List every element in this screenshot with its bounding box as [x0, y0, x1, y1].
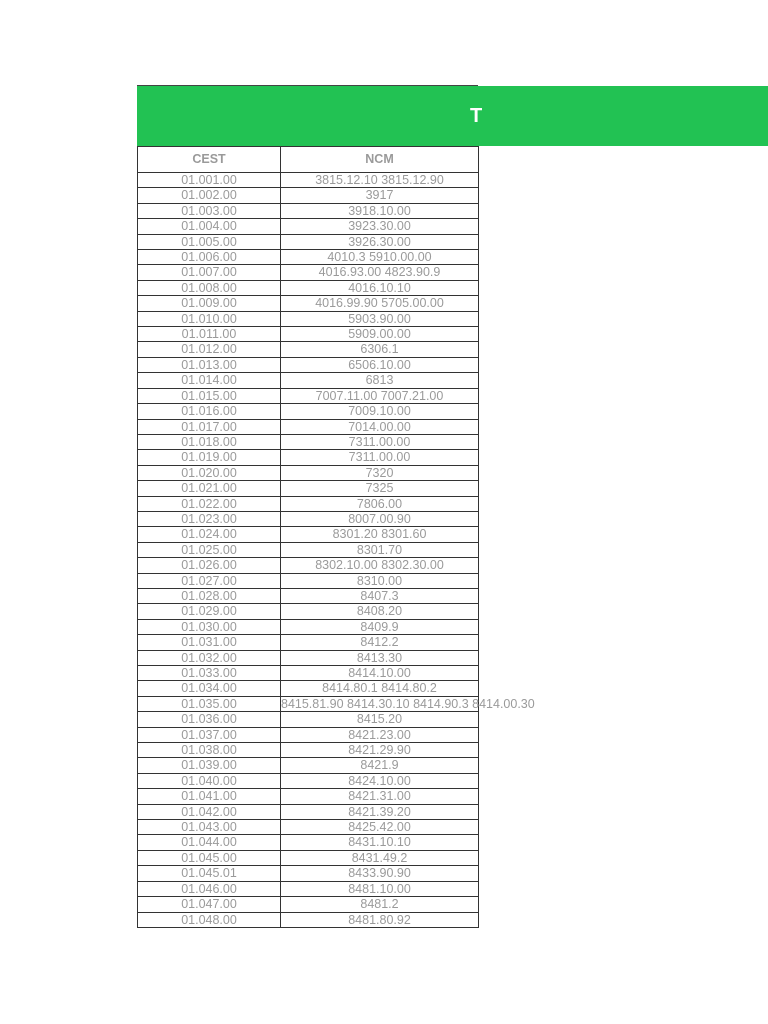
table-row	[138, 265, 479, 280]
cest-cell: 01.037.00	[138, 727, 281, 742]
table-row	[138, 681, 479, 696]
cest-cell: 01.028.00	[138, 588, 281, 603]
table-row	[138, 188, 479, 203]
ncm-cell: 4016.10.10	[281, 280, 479, 295]
ncm-cell: 8310.00	[281, 573, 479, 588]
cest-cell: 01.022.00	[138, 496, 281, 511]
ncm-cell: 7320	[281, 465, 479, 480]
cest-cell: 01.008.00	[138, 280, 281, 295]
ncm-cell: 8409.9	[281, 619, 479, 634]
ncm-cell: 8414.80.1 8414.80.2	[281, 681, 479, 696]
ncm-cell: 5909.00.00	[281, 327, 479, 342]
ncm-cell: 4010.3 5910.00.00	[281, 250, 479, 265]
ncm-cell: 3918.10.00	[281, 203, 479, 218]
table-row	[138, 203, 479, 218]
table-row	[138, 173, 479, 188]
ncm-cell: 3815.12.10 3815.12.90	[281, 173, 479, 188]
ncm-cell: 8481.80.92	[281, 912, 479, 927]
cest-cell: 01.011.00	[138, 327, 281, 342]
cest-cell: 01.030.00	[138, 619, 281, 634]
cest-cell: 01.002.00	[138, 188, 281, 203]
cest-cell: 01.043.00	[138, 820, 281, 835]
ncm-cell: 7325	[281, 481, 479, 496]
cest-cell: 01.040.00	[138, 773, 281, 788]
cest-cell: 01.033.00	[138, 666, 281, 681]
ncm-cell: 8431.10.10	[281, 835, 479, 850]
ncm-cell: 8415.20	[281, 712, 479, 727]
cest-cell: 01.045.00	[138, 850, 281, 865]
ncm-cell: 8421.23.00	[281, 727, 479, 742]
table-row	[138, 758, 479, 773]
ncm-cell: 8481.10.00	[281, 881, 479, 896]
cest-cell: 01.016.00	[138, 404, 281, 419]
ncm-cell: 6306.1	[281, 342, 479, 357]
banner-title: T	[470, 105, 483, 127]
table-row	[138, 296, 479, 311]
cest-cell: 01.029.00	[138, 604, 281, 619]
table-row	[138, 866, 479, 881]
cest-cell: 01.019.00	[138, 450, 281, 465]
column-header-ncm: NCM	[281, 147, 479, 173]
table-row	[138, 635, 479, 650]
ncm-cell: 8414.10.00	[281, 666, 479, 681]
cest-cell: 01.036.00	[138, 712, 281, 727]
table-row	[138, 465, 479, 480]
cest-cell: 01.039.00	[138, 758, 281, 773]
table-header-row	[138, 147, 479, 173]
ncm-cell: 7009.10.00	[281, 404, 479, 419]
cest-cell: 01.024.00	[138, 527, 281, 542]
cest-cell: 01.044.00	[138, 835, 281, 850]
cest-cell: 01.012.00	[138, 342, 281, 357]
cest-cell: 01.045.01	[138, 866, 281, 881]
cest-cell: 01.046.00	[138, 881, 281, 896]
ncm-cell: 8413.30	[281, 650, 479, 665]
table-row	[138, 419, 479, 434]
table-row	[138, 219, 479, 234]
table-row	[138, 404, 479, 419]
table-row	[138, 727, 479, 742]
table-row	[138, 558, 479, 573]
ncm-cell: 8007.00.90	[281, 511, 479, 526]
ncm-cell: 3926.30.00	[281, 234, 479, 249]
table-row	[138, 573, 479, 588]
cest-cell: 01.041.00	[138, 789, 281, 804]
ncm-cell: 4016.93.00 4823.90.9	[281, 265, 479, 280]
table-row	[138, 250, 479, 265]
table-row	[138, 881, 479, 896]
table-row	[138, 696, 479, 711]
ncm-cell: 8431.49.2	[281, 850, 479, 865]
table-row	[138, 511, 479, 526]
table-row	[138, 496, 479, 511]
cest-cell: 01.031.00	[138, 635, 281, 650]
cest-cell: 01.001.00	[138, 173, 281, 188]
cest-ncm-table	[137, 146, 535, 928]
cest-cell: 01.018.00	[138, 434, 281, 449]
cest-cell: 01.010.00	[138, 311, 281, 326]
ncm-cell: 3923.30.00	[281, 219, 479, 234]
cest-cell: 01.035.00	[138, 696, 281, 711]
cest-cell: 01.025.00	[138, 542, 281, 557]
cest-cell: 01.034.00	[138, 681, 281, 696]
ncm-cell: 4016.99.90 5705.00.00	[281, 296, 479, 311]
table-row	[138, 373, 479, 388]
ncm-cell: 7007.11.00 7007.21.00	[281, 388, 479, 403]
cest-cell: 01.005.00	[138, 234, 281, 249]
table-row	[138, 897, 479, 912]
ncm-cell: 8421.39.20	[281, 804, 479, 819]
table-row	[138, 527, 479, 542]
table-row	[138, 588, 479, 603]
table-row	[138, 912, 479, 927]
cest-cell: 01.007.00	[138, 265, 281, 280]
table-row	[138, 327, 479, 342]
table-row	[138, 835, 479, 850]
cest-cell: 01.020.00	[138, 465, 281, 480]
table-row	[138, 434, 479, 449]
table-row	[138, 850, 479, 865]
table-row	[138, 820, 479, 835]
cest-cell: 01.047.00	[138, 897, 281, 912]
table-row	[138, 666, 479, 681]
ncm-cell: 6506.10.00	[281, 357, 479, 372]
table-body	[138, 173, 535, 928]
table-row	[138, 342, 479, 357]
cest-cell: 01.042.00	[138, 804, 281, 819]
table-row	[138, 804, 479, 819]
cest-cell: 01.014.00	[138, 373, 281, 388]
cest-cell: 01.003.00	[138, 203, 281, 218]
table-row	[138, 773, 479, 788]
cest-cell: 01.048.00	[138, 912, 281, 927]
ncm-cell: 8412.2	[281, 635, 479, 650]
ncm-cell: 8408.20	[281, 604, 479, 619]
ncm-cell: 5903.90.00	[281, 311, 479, 326]
table-row	[138, 604, 479, 619]
table-row	[138, 311, 479, 326]
table-row	[138, 542, 479, 557]
ncm-cell: 7311.00.00	[281, 434, 479, 449]
table-row	[138, 481, 479, 496]
cest-cell: 01.004.00	[138, 219, 281, 234]
table-row	[138, 357, 479, 372]
table-row	[138, 712, 479, 727]
column-header-cest: CEST	[138, 147, 281, 173]
cest-cell: 01.027.00	[138, 573, 281, 588]
ncm-cell: 8421.29.90	[281, 743, 479, 758]
ncm-cell: 8415.81.90 8414.30.10 8414.90.3 8414.00.30	[281, 696, 535, 711]
cest-cell: 01.038.00	[138, 743, 281, 758]
ncm-cell: 8424.10.00	[281, 773, 479, 788]
cest-cell: 01.026.00	[138, 558, 281, 573]
cest-cell: 01.032.00	[138, 650, 281, 665]
table-row	[138, 234, 479, 249]
ncm-cell: 8421.9	[281, 758, 479, 773]
ncm-cell: 8425.42.00	[281, 820, 479, 835]
table-row	[138, 650, 479, 665]
header-banner	[137, 86, 768, 146]
table-row	[138, 388, 479, 403]
cest-cell: 01.023.00	[138, 511, 281, 526]
cest-cell: 01.017.00	[138, 419, 281, 434]
table-row	[138, 743, 479, 758]
ncm-cell: 7806.00	[281, 496, 479, 511]
cest-cell: 01.013.00	[138, 357, 281, 372]
table-row	[138, 789, 479, 804]
ncm-cell: 8481.2	[281, 897, 479, 912]
ncm-cell: 6813	[281, 373, 479, 388]
cest-cell: 01.009.00	[138, 296, 281, 311]
ncm-cell: 3917	[281, 188, 479, 203]
table-row	[138, 450, 479, 465]
table-row	[138, 280, 479, 295]
ncm-cell: 8421.31.00	[281, 789, 479, 804]
ncm-cell: 8302.10.00 8302.30.00	[281, 558, 479, 573]
cest-cell: 01.006.00	[138, 250, 281, 265]
cest-cell: 01.021.00	[138, 481, 281, 496]
ncm-cell: 8301.70	[281, 542, 479, 557]
cest-cell: 01.015.00	[138, 388, 281, 403]
ncm-cell: 7311.00.00	[281, 450, 479, 465]
ncm-cell: 8301.20 8301.60	[281, 527, 479, 542]
ncm-cell: 7014.00.00	[281, 419, 479, 434]
ncm-cell: 8433.90.90	[281, 866, 479, 881]
ncm-cell: 8407.3	[281, 588, 479, 603]
table-row	[138, 619, 479, 634]
